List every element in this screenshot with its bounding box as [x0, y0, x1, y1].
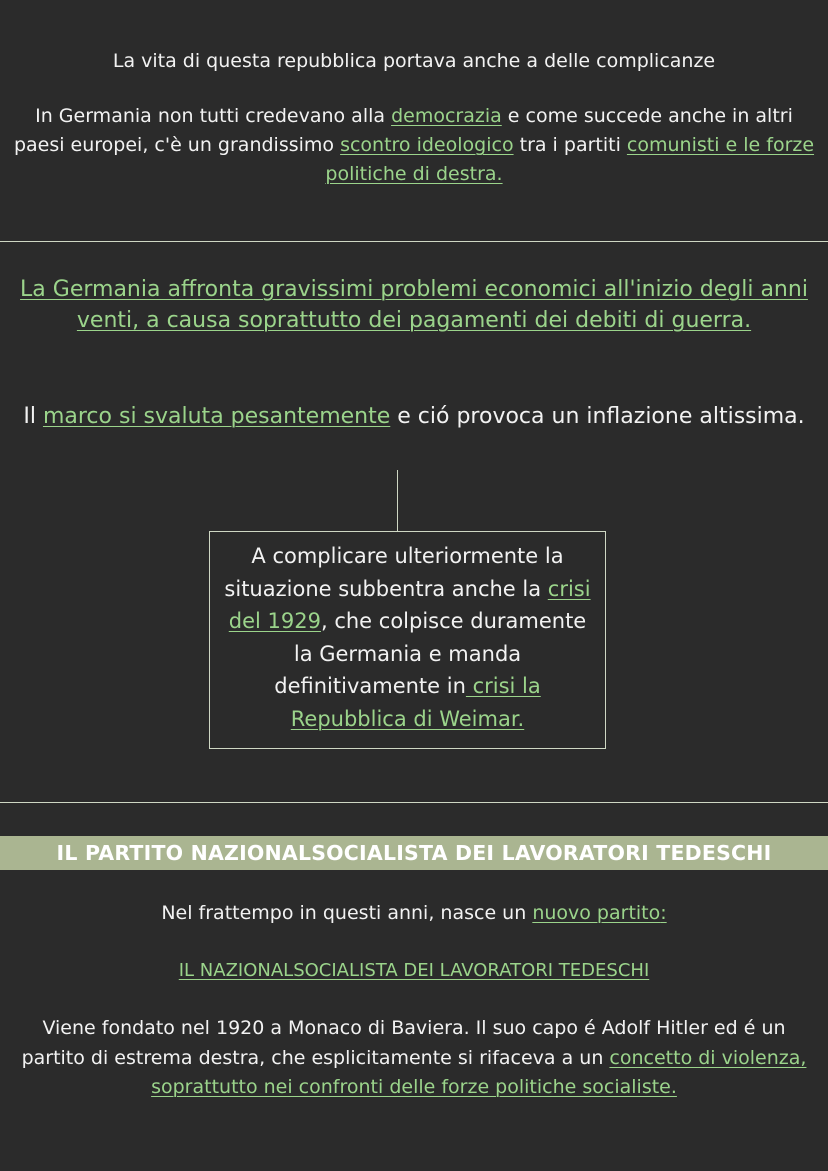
- connector-line: [397, 470, 398, 532]
- divider-top: [0, 241, 828, 242]
- germany-text-1: In Germania non tutti credevano alla: [35, 105, 392, 127]
- founded-text-1: Viene fondato nel 1920 a Monaco di Baviera. Il suo capo é Adolf Hitler ed é un partito di estrema destra, che esplicitamente si rifaceva a un: [21, 1017, 786, 1069]
- crisis-text-2: , che colpisce duramente la Germania e manda definitivamente in: [274, 609, 587, 698]
- highlight-crisi-1929: crisi del 1929: [228, 576, 591, 633]
- germany-paragraph: [8, 102, 820, 189]
- new-party-colon: :: [660, 902, 667, 924]
- divider-bottom: [0, 802, 828, 803]
- highlight-crisi-weimar: crisi la Repubblica di Weimar.: [290, 674, 541, 731]
- highlight-comunisti-destra: comunisti e le forze politiche di destra.: [325, 134, 815, 185]
- highlight-party-name: IL NAZIONALSOCIALISTA DEI LAVORATORI TEDESCHI: [178, 960, 650, 981]
- highlight-democrazia: democrazia: [391, 105, 502, 127]
- crisis-box: [209, 531, 606, 749]
- intro-text: La vita di questa repubblica portava anche a delle complicanze: [112, 50, 716, 72]
- inflation-paragraph: [10, 401, 818, 432]
- founded-paragraph: [8, 1014, 820, 1103]
- highlight-scontro-ideologico: scontro ideologico: [340, 134, 514, 156]
- section-title-banner: [0, 836, 828, 870]
- highlight-nuovo-partito: nuovo partito: [532, 902, 661, 924]
- germany-text-2: e come succede anche in altri paesi europei, c'è un grandissimo: [13, 105, 793, 156]
- section-title: IL PARTITO NAZIONALSOCIALISTA DEI LAVORATORI TEDESCHI: [56, 841, 772, 865]
- inflation-text-1: Il: [23, 404, 43, 429]
- crisis-text-1: A complicare ulteriormente la situazione subbentra anche la: [224, 544, 564, 601]
- germany-text-3: tra i partiti: [513, 134, 627, 156]
- highlight-marco: marco si svaluta pesantemente: [42, 404, 391, 429]
- highlight-economy: La Germania affronta gravissimi problemi economici all'inizio degli anni venti, a causa soprattutto dei pagamenti dei debiti di guerra.: [20, 277, 808, 333]
- inflation-text-2: e ció provoca un inflazione altissima.: [390, 404, 805, 429]
- highlight-violenza: concetto di violenza, soprattutto nei confronti delle forze politiche socialiste.: [151, 1046, 807, 1098]
- new-party-line: [0, 898, 828, 928]
- intro-line: [0, 46, 828, 76]
- economy-paragraph: [10, 274, 818, 336]
- party-name-line: [0, 956, 828, 986]
- new-party-text-1: Nel frattempo in questi anni, nasce un: [161, 902, 533, 924]
